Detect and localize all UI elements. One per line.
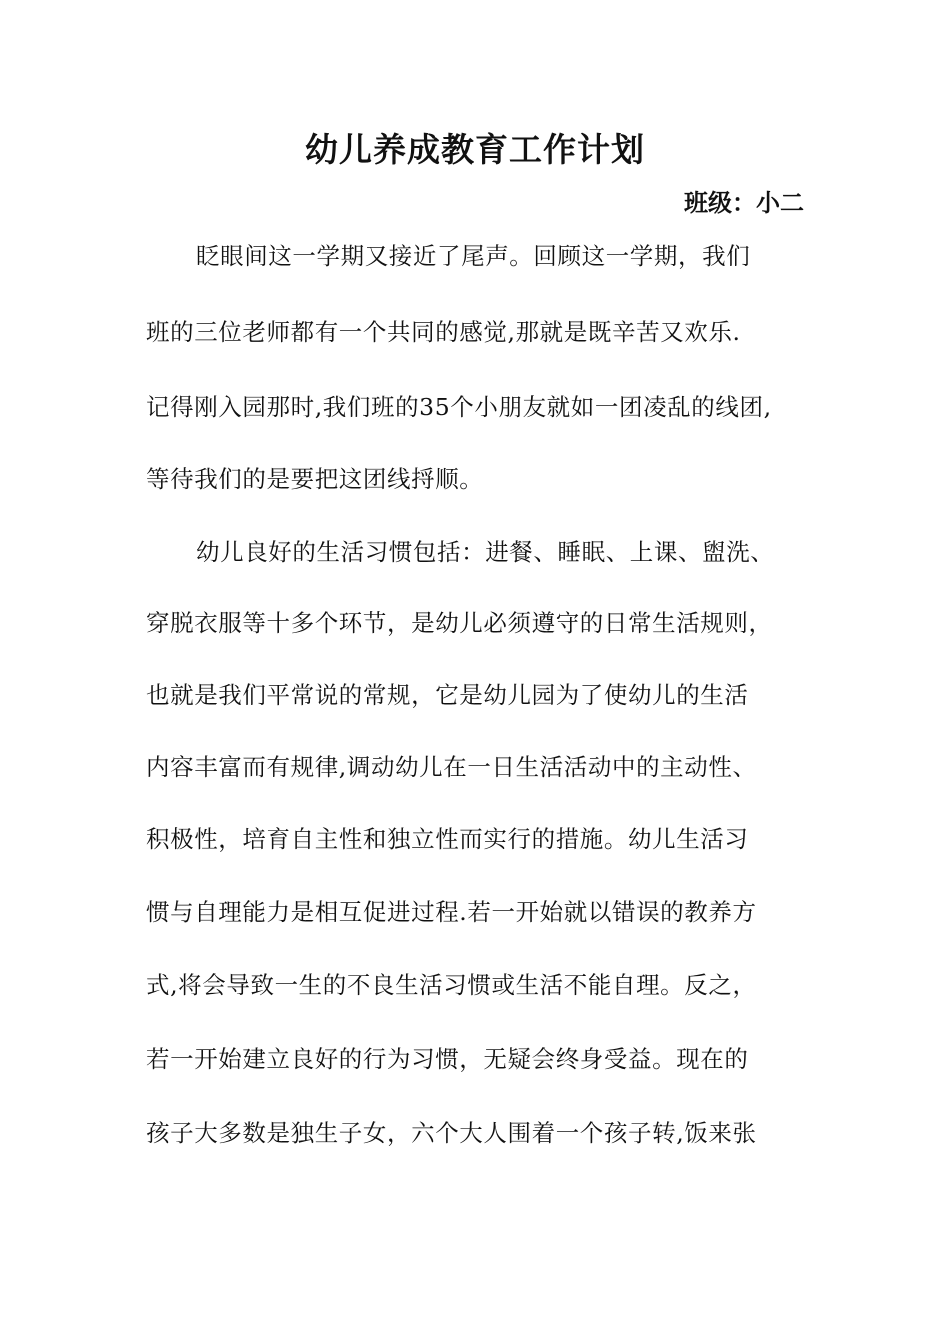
paragraph-line: 穿脱衣服等十多个环节，是幼儿必须遵守的日常生活规则， [146,609,773,637]
class-label: 班级：小二 [684,189,804,217]
paragraph-line: 记得刚入园那时,我们班的35个小朋友就如一团凌乱的线团, [146,393,772,421]
paragraph-line: 孩子大多数是独生子女，六个大人围着一个孩子转,饭来张 [146,1119,757,1147]
paragraph-line: 等待我们的是要把这团线捋顺。 [146,465,484,493]
paragraph-line: 眨眼间这一学期又接近了尾声。回顾这一学期，我们 [196,242,751,270]
paragraph-line: 惯与自理能力是相互促进过程.若一开始就以错误的教养方 [146,898,757,926]
paragraph-line: 式,将会导致一生的不良生活习惯或生活不能自理。反之， [146,971,757,999]
paragraph-line: 内容丰富而有规律,调动幼儿在一日生活活动中的主动性、 [146,753,757,781]
paragraph-line: 班的三位老师都有一个共同的感觉,那就是既辛苦又欢乐. [146,318,741,346]
document-title: 幼儿养成教育工作计划 [305,130,645,169]
paragraph-line: 积极性，培育自主性和独立性而实行的措施。幼儿生活习 [146,825,749,853]
paragraph-line: 若一开始建立良好的行为习惯，无疑会终身受益。现在的 [146,1045,749,1073]
paragraph-line: 幼儿良好的生活习惯包括：进餐、睡眠、上课、盥洗、 [196,538,775,566]
paragraph-line: 也就是我们平常说的常规，它是幼儿园为了使幼儿的生活 [146,681,749,709]
